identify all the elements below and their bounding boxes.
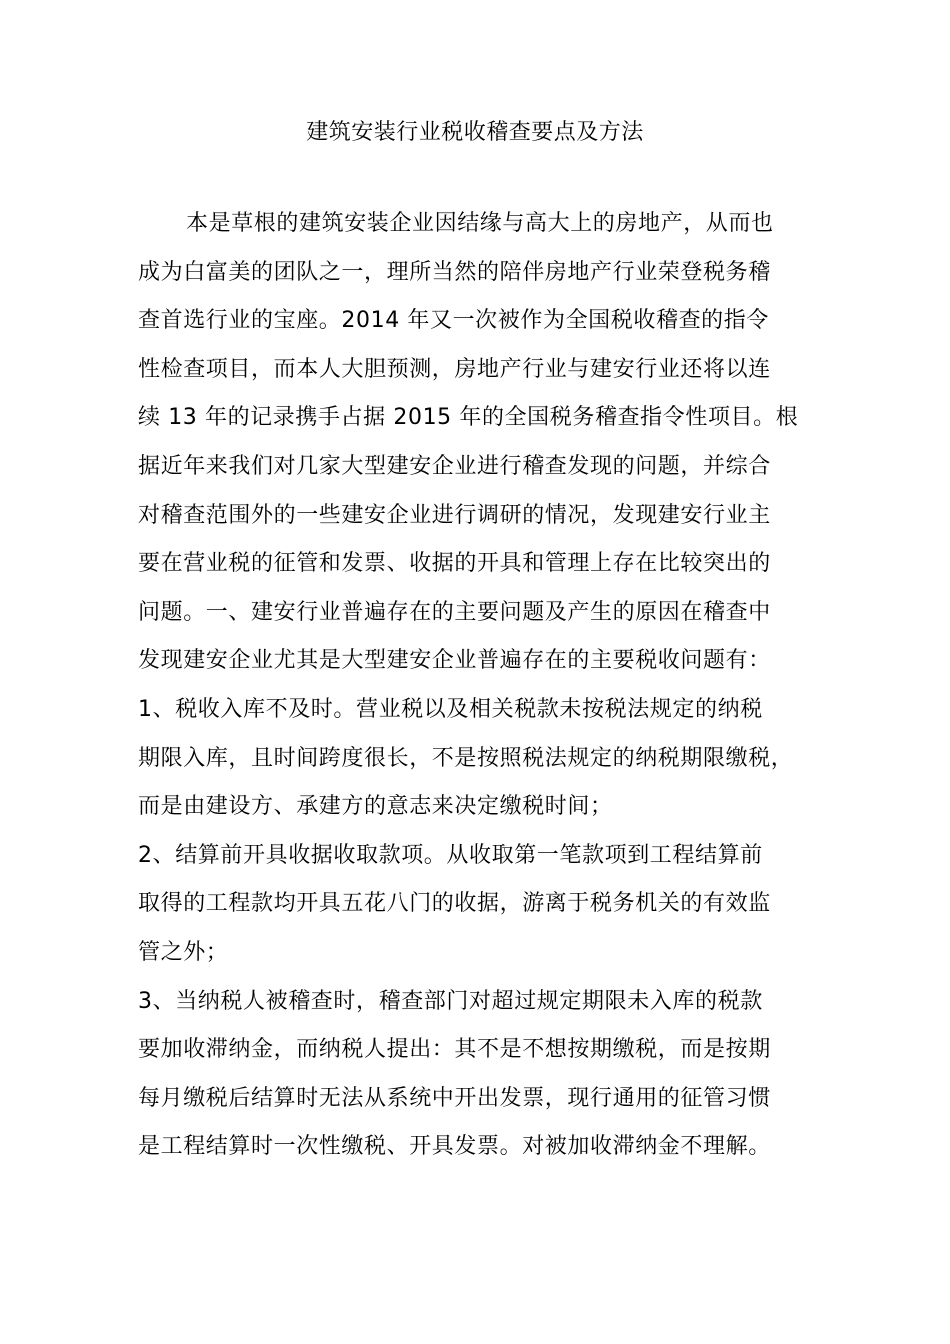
body-line: 据近年来我们对几家大型建安企业进行稽查发现的问题，并综合 <box>138 453 771 479</box>
body-line: 查首选行业的宝座。2014 年又一次被作为全国税收稽查的指令 <box>138 308 769 334</box>
body-line: 成为白富美的团队之一，理所当然的陪伴房地产行业荣登税务稽 <box>138 259 771 285</box>
body-line: 本是草根的建筑安装企业因结缘与高大上的房地产，从而也 <box>186 211 774 236</box>
body-line: 3、当纳税人被稽查时，稽查部门对超过规定期限未入库的税款 <box>138 988 763 1014</box>
body-line: 续 13 年的记录携手占据 2015 年的全国税务稽查指令性项目。根 <box>138 405 799 431</box>
body-line: 取得的工程款均开具五花八门的收据，游离于税务机关的有效监 <box>138 891 771 917</box>
body-line: 期限入库，且时间跨度很长，不是按照税法规定的纳税期限缴税， <box>138 745 794 771</box>
body-line: 问题。一、建安行业普遍存在的主要问题及产生的原因在稽查中 <box>138 599 771 625</box>
body-line: 性检查项目，而本人大胆预测，房地产行业与建安行业还将以连 <box>138 356 771 382</box>
body-line: 2、结算前开具收据收取款项。从收取第一笔款项到工程结算前 <box>138 842 763 868</box>
body-line: 管之外； <box>138 939 229 965</box>
document-title: 建筑安装行业税收稽查要点及方法 <box>306 120 644 145</box>
body-line: 每月缴税后结算时无法从系统中开出发票，现行通用的征管习惯 <box>138 1085 771 1111</box>
body-line: 要加收滞纳金，而纳税人提出：其不是不想按期缴税，而是按期 <box>138 1037 771 1063</box>
body-line: 发现建安企业尤其是大型建安企业普遍存在的主要税收问题有： <box>138 648 771 674</box>
body-line: 对稽查范围外的一些建安企业进行调研的情况，发现建安行业主 <box>138 502 771 528</box>
body-line: 1、税收入库不及时。营业税以及相关税款未按税法规定的纳税 <box>138 696 763 722</box>
body-line: 而是由建设方、承建方的意志来决定缴税时间； <box>138 794 613 820</box>
document-body <box>138 206 810 1178</box>
body-line: 是工程结算时一次性缴税、开具发票。对被加收滞纳金不理解。 <box>138 1134 771 1160</box>
body-line: 要在营业税的征管和发票、收据的开具和管理上存在比较突出的 <box>138 551 771 577</box>
